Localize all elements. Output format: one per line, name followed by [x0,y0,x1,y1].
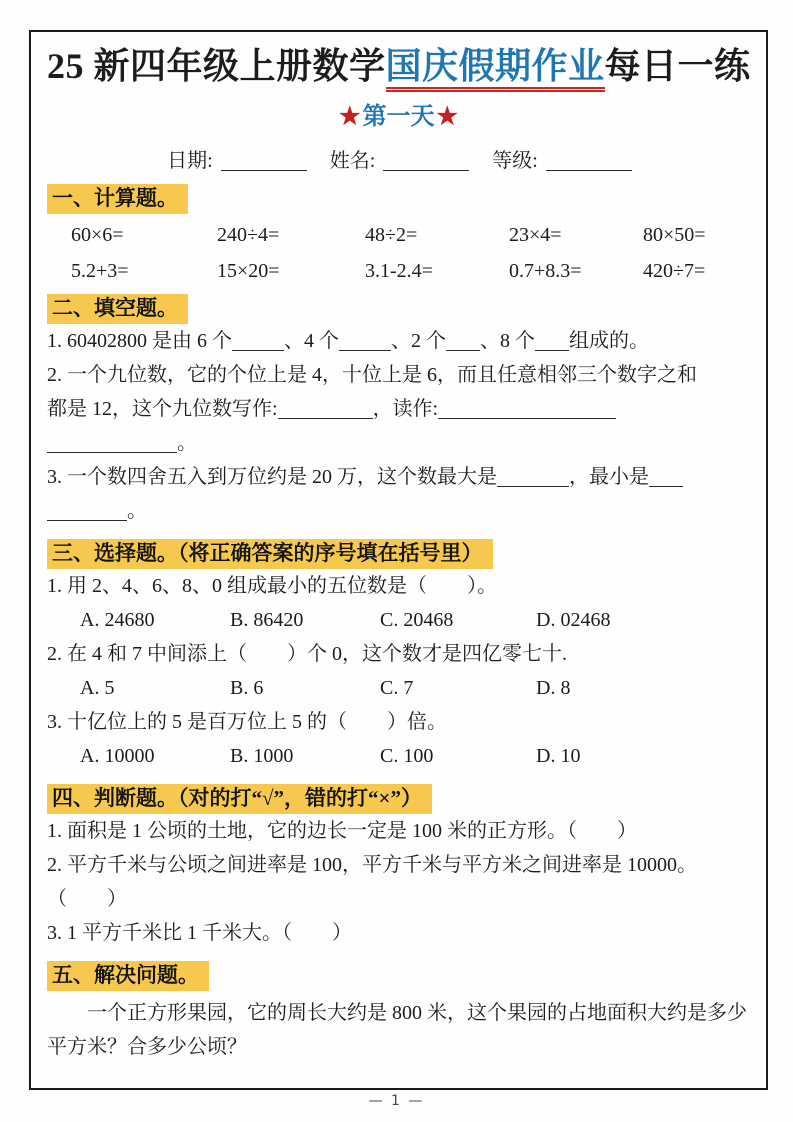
judge-q3: 3. 1 平方千米比 1 千米大。（ ） [47,922,352,944]
fill-q1-text: 、8 个 [480,330,535,352]
section-heading-fill-blank: 二、填空题。 [47,294,188,324]
name-label: 姓名: [329,150,376,172]
problem-text: 一个正方形果园，它的周长大约是 800 米，这个果园的占地面积大约是多少平方米？合多少公顷？ [47,1002,747,1058]
fill-q3-text: ，最小是 [569,466,649,488]
title-highlight: 国庆假期作业 [386,46,605,92]
judge-q2-line2: （ ） [47,888,127,910]
option-c: C. 100 [380,745,434,767]
page-title [47,38,750,89]
date-label: 日期: [167,150,213,172]
judge-q2-line1: 2. 平方千米与公顷之间进率是 100，平方千米与平方米之间进率是 10000。 [47,854,697,876]
star-icon: ★ [436,104,459,130]
blank-line [278,399,373,419]
section-heading-calculation: 一、计算题。 [47,184,188,214]
calc-item: 23×4= [509,224,562,246]
calc-item: 0.7+8.3= [509,260,582,282]
calc-item: 420÷7= [643,260,706,282]
blank-line [339,331,391,351]
fill-q2-text: ，读作: [372,398,439,420]
blank-line [497,467,569,487]
option-c: C. 7 [380,677,414,699]
fill-q2-text: 都是 12，这个九位数写作: [47,398,278,420]
calc-item: 48÷2= [365,224,418,246]
option-a: A. 10000 [80,745,155,767]
blank-line [232,331,284,351]
section-heading-problem: 五、解决问题。 [47,961,209,991]
choice-q2-options [47,672,750,705]
fill-q1-text: 、4 个 [284,330,339,352]
section-heading-choice: 三、选择题。（将正确答案的序号填在括号里） [47,539,493,569]
section-fill-blank [47,294,750,324]
blank-line [438,399,616,419]
star-icon: ★ [338,104,361,130]
calc-item: 240÷4= [217,224,280,246]
choice-q1: 1. 用 2、4、6、8、0 组成最小的五位数是（ ）。 [47,575,497,597]
calc-item: 15×20= [217,260,280,282]
fill-q2-line3 [47,427,750,460]
meta-row [47,144,750,173]
section-judgment [47,784,750,814]
grade-label: 等级: [492,150,538,172]
option-b: B. 1000 [230,745,294,767]
calc-item: 3.1-2.4= [365,260,433,282]
judge-q1: 1. 面积是 1 公顷的土地，它的边长一定是 100 米的正方形。（ ） [47,820,637,842]
choice-q3-options [47,740,750,773]
option-a: A. 24680 [80,609,155,631]
title-prefix: 25 新四年级上册数学 [47,46,386,86]
fill-q1 [47,325,750,358]
fill-q2-line1: 2. 一个九位数，它的个位上是 4，十位上是 6，而且任意相邻三个数字之和 [47,364,697,386]
option-d: D. 02468 [536,609,611,631]
section-heading-judgment: 四、判断题。（对的打“√”，错的打“×”） [47,784,432,814]
calc-item: 5.2+3= [71,260,129,282]
calc-item: 60×6= [71,224,124,246]
option-b: B. 86420 [230,609,304,631]
page-border-frame [29,30,768,1090]
fill-q3-line1 [47,461,750,494]
section-problem [47,961,750,991]
calc-item: 80×50= [643,224,706,246]
grade-blank-line [546,151,632,171]
fill-q1-text: 组成的。 [569,330,649,352]
fill-q3-line2 [47,495,750,528]
fill-q2-text: 。 [177,432,197,454]
blank-line [649,467,683,487]
fill-q2-line2 [47,393,750,426]
fill-q1-text: 、2 个 [391,330,446,352]
choice-q3: 3. 十亿位上的 5 是百万位上 5 的（ ）倍。 [47,711,447,733]
option-d: D. 8 [536,677,571,699]
fill-q3-text: 3. 一个数四舍五入到万位约是 20 万，这个数最大是 [47,466,497,488]
option-a: A. 5 [80,677,115,699]
name-blank-line [383,151,469,171]
blank-line [446,331,480,351]
option-d: D. 10 [536,745,581,767]
title-suffix: 每日一练 [604,46,751,86]
fill-q1-text: 1. 60402800 是由 6 个 [47,330,232,352]
page-number: — 1 — [368,1093,425,1109]
choice-q1-options [47,604,750,637]
fill-q3-text: 。 [127,500,147,522]
calculation-grid [71,224,750,283]
blank-line [47,433,177,453]
option-b: B. 6 [230,677,264,699]
section-calculation [47,184,750,214]
choice-q2: 2. 在 4 和 7 中间添上（ ）个 0，这个数才是四亿零七十. [47,643,567,665]
blank-line [47,501,127,521]
blank-line [535,331,569,351]
option-c: C. 20468 [380,609,454,631]
date-blank-line [221,151,307,171]
day-label: 第一天 [362,104,435,130]
section-choice [47,539,750,569]
day-banner [47,96,750,131]
